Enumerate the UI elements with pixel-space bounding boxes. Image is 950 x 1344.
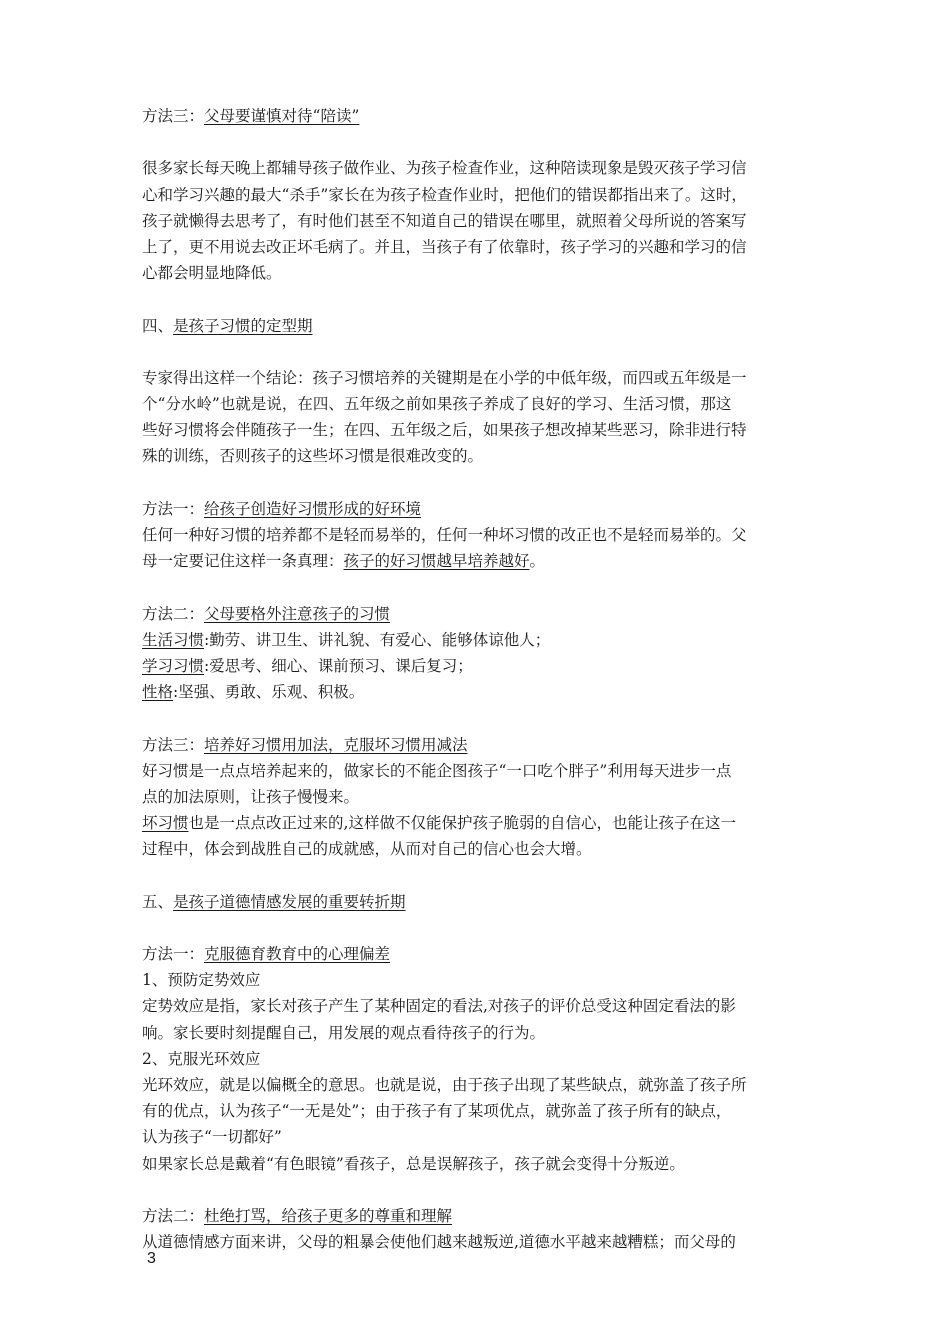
habit-text: :坚强、勇敢、乐观、积极。 [173,683,365,702]
method-heading [142,1203,817,1229]
text-line [142,810,817,836]
method-heading [142,496,817,522]
habit-item [142,679,817,705]
text-line: 心都会明显地降低。 [142,264,282,283]
method-title: 培养好习惯用加法，克服坏习惯用减法 [204,735,468,754]
method-title: 父母要格外注意孩子的习惯 [204,604,391,623]
text-line: 点的加法原则，让孩子慢慢来。 [142,787,360,806]
text-line: 从道德情感方面来讲，父母的粗暴会使他们越来越叛逆,道德水平越来越糟糕；而父母的 [142,1233,736,1252]
paragraph-accompany-reading [142,155,817,286]
method-title: 杜绝打骂，给孩子更多的尊重和理解 [204,1206,453,1225]
underlined-phrase: 孩子的好习惯越早培养越好 [343,552,530,571]
method-prefix: 方法二： [142,604,205,623]
method-heading [142,732,817,758]
method-title: 父母要谨慎对待“陪读” [204,107,360,125]
subheading: 1、预防定势效应 [142,971,261,990]
blank-line [142,705,817,731]
underlined-phrase: 坏习惯 [142,814,189,833]
text-segment: 。 [529,552,546,571]
habit-item [142,627,817,653]
page-number: 3 [147,1250,156,1267]
blank-line [142,129,817,155]
text-line: 上了，更不用说去改正坏毛病了。并且，当孩子有了依靠时，孩子学习的兴趣和学习的信 [142,237,747,256]
text-line: 好习惯是一点点培养起来的，做家长的不能企图孩子“一口吃个胖子”利用每天进步一点 [142,761,732,780]
method-prefix: 方法三： [142,735,205,754]
text-line: 有的优点，认为孩子“一无是处”；由于孩子有了某项优点，就弥盖了孩子所有的缺点， [142,1102,732,1121]
habit-label: 性格 [142,683,174,702]
blank-line [142,1177,817,1203]
text-line: 专家得出这样一个结论：孩子习惯培养的关键期是在小学的中低年级，而四或五年级是一 [142,368,747,387]
text-line: 光环效应，就是以偏概全的意思。也就是说，由于孩子出现了某些缺点，就弥盖了孩子所 [142,1075,747,1094]
text-segment: 母一定要记住这样一条真理： [142,552,344,571]
method-prefix: 方法三： [142,107,205,125]
section-title: 是孩子习惯的定型期 [173,316,313,335]
blank-line [142,339,817,365]
text-line: 任何一种好习惯的培养都不是轻而易举的，任何一种坏习惯的改正也不是轻而易举的。父 [142,526,747,544]
text-line: 孩子就懒得去思考了，有时他们甚至不知道自己的错误在哪里，就照着父母所说的答案写 [142,211,747,230]
blank-line [142,574,817,600]
section-heading-4 [142,313,817,339]
text-line: 定势效应是指，家长对孩子产生了某种固定的看法,对孩子的评价总受这种固定看法的影 [142,997,736,1016]
habit-text: :爱思考、细心、课前预习、课后复习； [204,656,473,675]
method-prefix: 方法一： [142,945,205,963]
blank-line [142,915,817,941]
section-prefix: 五、 [142,892,174,911]
blank-line [142,862,817,888]
habit-label: 学习习惯 [142,656,205,675]
document-body [142,103,817,1255]
paragraph-expert-conclusion [142,365,817,470]
method-title: 克服德育教育中的心理偏差 [204,945,391,963]
subheading: 2、克服光环效应 [142,1049,261,1068]
blank-line [142,286,817,312]
habit-label: 生活习惯 [142,630,205,649]
text-line: 响。家长要时刻提醒自己，用发展的观点看待孩子的行为。 [142,1023,546,1042]
text-segment: 也是一点点改正过来的,这样做不仅能保护孩子脆弱的自信心，也能让孩子在这一 [188,814,736,833]
method-title: 给孩子创造好习惯形成的好环境 [204,499,422,518]
text-line: 殊的训练，否则孩子的这些坏习惯是很难改变的。 [142,447,484,466]
blank-line [142,470,817,496]
section-heading-5 [142,889,817,915]
habit-item [142,653,817,679]
text-line: 个“分水岭”也就是说，在四、五年级之前如果孩子养成了良好的学习、生活习惯，那这 [142,395,732,414]
method-heading [142,103,817,129]
method-heading [142,941,817,967]
method-prefix: 方法二： [142,1206,205,1225]
text-line: 如果家长总是戴着“有色眼镜”看孩子，总是误解孩子，孩子就会变得十分叛逆。 [142,1154,685,1173]
text-line [142,548,817,574]
section-prefix: 四、 [142,316,174,335]
text-line: 心和学习兴趣的最大“杀手”家长在为孩子检查作业时，把他们的错误都指出来了。这时， [142,185,747,204]
section-title: 是孩子道德情感发展的重要转折期 [173,892,406,911]
text-line: 过程中，体会到战胜自己的成就感，从而对自己的信心也会大增。 [142,840,592,859]
method-prefix: 方法一： [142,499,205,518]
text-line: 很多家长每天晚上都辅导孩子做作业、为孩子检查作业，这种陪读现象是毁灭孩子学习信 [142,159,747,178]
text-line: 些好习惯将会伴随孩子一生；在四、五年级之后，如果孩子想改掉某些恶习，除非进行特 [142,421,747,440]
method-heading [142,601,817,627]
habit-text: :勤劳、讲卫生、讲礼貌、有爱心、能够体谅他人； [204,630,551,649]
text-line: 认为孩子“一切都好” [142,1128,282,1147]
